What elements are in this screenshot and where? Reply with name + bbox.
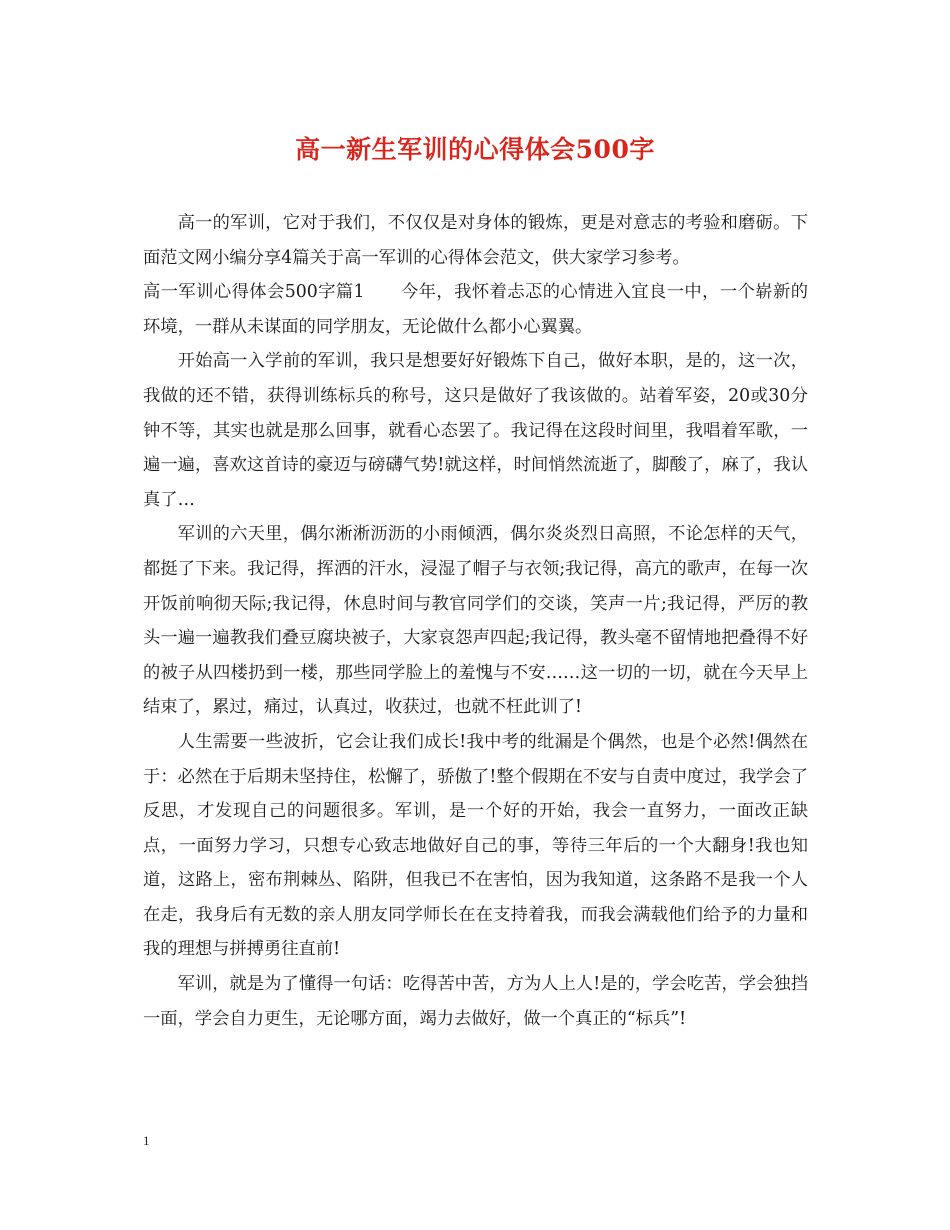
body-paragraph: 人生需要一些波折，它会让我们成长!我中考的纰漏是个偶然，也是个必然!偶然在于：必然在于后期未坚持住，松懈了，骄傲了!整个假期在不安与自责中度过，我学会了反思，才发现自己的问题很多。军训，是一个好的开始，我会一直努力，一面改正缺点，一面努力学习，只想专心致志地做好自己的事，等待三年后的一个大翻身!我也知道，这路上，密布荆棘丛、陷阱，但我已不在害怕，因为我知道，这条路不是我一个人在走，我身后有无数的亲人朋友同学师长在在支持着我，而我会满载他们给予的力量和我的理想与拼搏勇往直前!	[143, 731, 808, 960]
section-heading: 高一军训心得体会500字篇1	[143, 282, 365, 303]
document-title: 高一新生军训的心得体会500字	[295, 135, 655, 164]
section-1-paragraph	[143, 275, 808, 344]
body-paragraph: 军训，就是为了懂得一句话：吃得苦中苦，方为人上人!是的，学会吃苦，学会独挡一面，学会自力更生，无论哪方面，竭力去做好，做一个真正的“标兵”!	[143, 974, 808, 1029]
document-body	[143, 206, 808, 1036]
intro-paragraph: 高一的军训，它对于我们，不仅仅是对身体的锻炼，更是对意志的考验和磨砺。下面范文网小编分享4篇关于高一军训的心得体会范文，供大家学习参考。	[143, 213, 808, 268]
section-first-text: 今年，我怀着忐忑的心情进入宜良一中，一个崭新的环境，一群从未谋面的同学朋友，无论做什么都小心翼翼。	[143, 282, 808, 337]
page-number: 1	[143, 1133, 150, 1148]
body-paragraph: 军训的六天里，偶尔淅淅沥沥的小雨倾洒，偶尔炎炎烈日高照，不论怎样的天气，都挺了下来。我记得，挥洒的汗水，浸湿了帽子与衣领;我记得，高亢的歌声，在每一次开饭前响彻天际;我记得，休息时间与教官同学们的交谈，笑声一片;我记得，严厉的教头一遍一遍教我们叠豆腐块被子，大家哀怨声四起;我记得，教头毫不留情地把叠得不好的被子从四楼扔到一楼，那些同学脸上的羞愧与不安……这一切的一切，就在今天早上结束了，累过，痛过，认真过，收获过，也就不枉此训了!	[143, 524, 808, 718]
body-paragraph: 开始高一入学前的军训，我只是想要好好锻炼下自己，做好本职，是的，这一次，我做的还不错，获得训练标兵的称号，这只是做好了我该做的。站着军姿，20或30分钟不等，其实也就是那么回事，就看心态罢了。我记得在这段时间里，我唱着军歌，一遍一遍，喜欢这首诗的豪迈与磅礴气势!就这样，时间悄然流逝了，脚酸了，麻了，我认真了…	[143, 351, 808, 510]
